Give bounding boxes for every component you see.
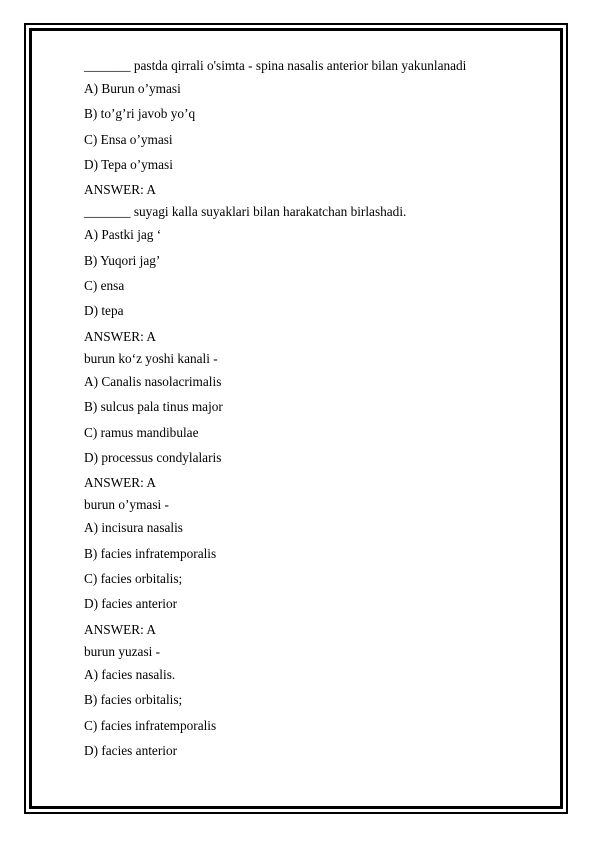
option-b: B) Yuqori jag’ <box>84 252 161 268</box>
option-b: B) facies infratemporalis <box>84 545 217 561</box>
option-d: D) facies anterior <box>84 596 178 612</box>
question-text: _______ pastda qirrali o'simta - spina nasalis anterior bilan yakunlanadi <box>84 58 467 73</box>
option-d: D) tepa <box>84 303 124 319</box>
option-d: D) facies anterior <box>84 742 178 758</box>
option-c: C) Ensa o’ymasi <box>84 131 173 147</box>
option-b: B) sulcus pala tinus major <box>84 399 223 415</box>
option-d: D) Tepa o’ymasi <box>84 156 173 172</box>
document-content <box>84 56 544 763</box>
question-block <box>84 349 544 495</box>
option-a: A) facies nasalis. <box>84 666 176 682</box>
option-b: B) facies orbitalis; <box>84 692 183 708</box>
answer-line: ANSWER: A <box>84 475 157 491</box>
question-block <box>84 56 544 202</box>
question-text: burun o’ymasi - <box>84 497 169 513</box>
answer-line: ANSWER: A <box>84 621 157 637</box>
option-d: D) processus condylalaris <box>84 449 222 465</box>
option-a: A) Canalis nasolacrimalis <box>84 373 222 389</box>
question-text: burun ko‘z yoshi kanali - <box>84 350 218 366</box>
option-c: C) facies orbitalis; <box>84 571 183 587</box>
option-a: A) Pastki jag ‘ <box>84 227 162 243</box>
question-block <box>84 642 544 763</box>
option-c: C) ramus mandibulae <box>84 424 199 440</box>
option-c: C) facies infratemporalis <box>84 717 217 733</box>
option-c: C) ensa <box>84 278 125 294</box>
question-block <box>84 202 544 348</box>
question-text: _______ suyagi kalla suyaklari bilan harakatchan birlashadi. <box>84 204 407 220</box>
answer-line: ANSWER: A <box>84 182 157 198</box>
question-text: burun yuzasi - <box>84 643 161 659</box>
question-block <box>84 495 544 641</box>
answer-line: ANSWER: A <box>84 328 157 344</box>
option-a: A) Burun o’ymasi <box>84 81 181 96</box>
option-a: A) incisura nasalis <box>84 520 183 536</box>
option-b: B) to’g’ri javob yo’q <box>84 106 196 122</box>
